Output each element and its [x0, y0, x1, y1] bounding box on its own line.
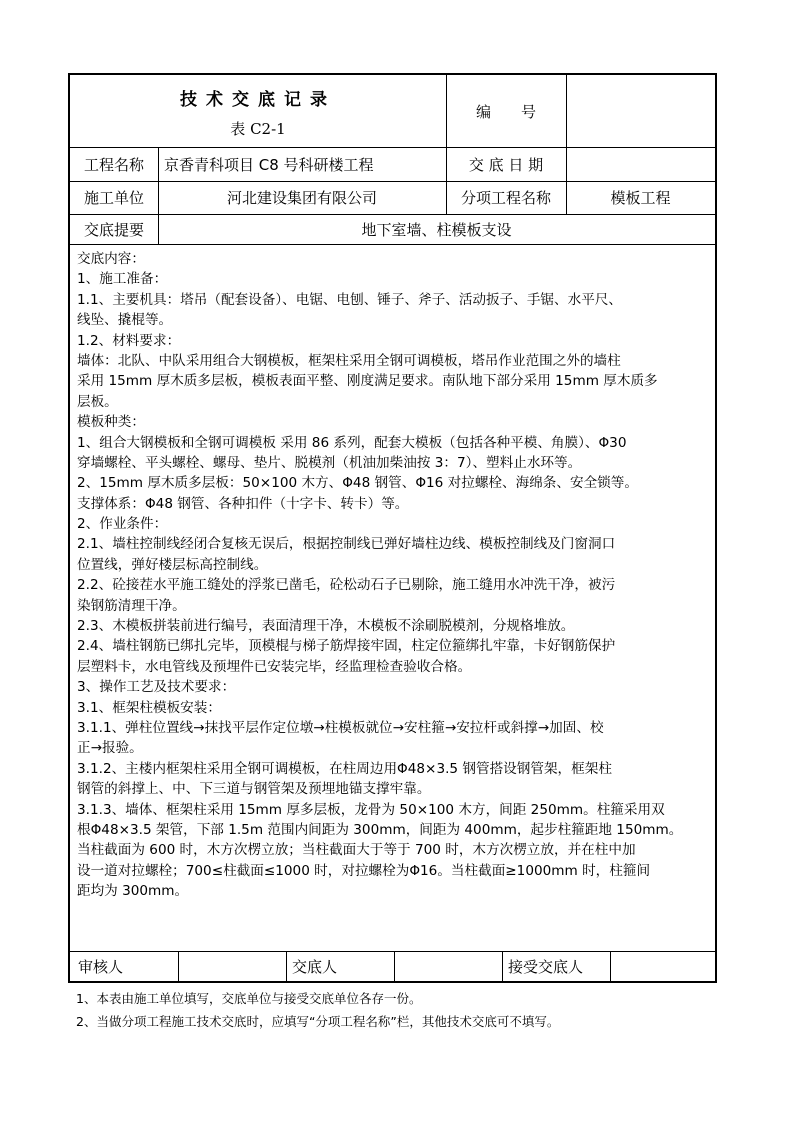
- form-title: 技术交底记录: [180, 90, 336, 110]
- reviewer-label: 审核人: [78, 957, 124, 976]
- content-line: 2.1、墙柱控制线经闭合复核无误后，根据控制线已弹好墙柱边线、模板控制线及门窗洞口: [77, 536, 616, 553]
- content-line: 墙体：北队、中队采用组合大钢模板，框架柱采用全钢可调模板，塔吊作业范围之外的墙柱: [77, 352, 621, 369]
- content-line: 采用 15mm 厚木质多层板，模板表面平整、刚度满足要求。南队地下部分采用 15mm 厚木质多: [77, 373, 658, 390]
- presenter-value[interactable]: [394, 951, 502, 981]
- content-line: 支撑体系：Φ48 钢管、各种扣件（十字卡、转卡）等。: [77, 495, 409, 512]
- content-line: 1.2、材料要求：: [77, 332, 181, 349]
- content-line: 2、作业条件：: [77, 516, 168, 533]
- content-line: 模板种类：: [77, 414, 145, 431]
- content-line: 当柱截面为 600 时，木方次楞立放；当柱截面大于等于 700 时，木方次楞立放，并在柱中加: [77, 842, 636, 859]
- content-line: 染钢筋清理干净。: [77, 597, 186, 614]
- content-line: 根Φ48×3.5 架管，下部 1.5m 范围内间距为 300mm，间距为 400mm，起步柱箍距地 150mm。: [77, 821, 683, 838]
- summary-label: 交底提要: [83, 220, 144, 239]
- content-line: 层板。: [77, 393, 118, 410]
- content-line: 设一道对拉螺栓；700≤柱截面≤1000 时，对拉螺栓为Φ16。当柱截面≥1000mm 时，柱箍间: [77, 862, 651, 879]
- content-line: 3.1.3、墙体、框架柱采用 15mm 厚多层板，龙骨为 50×100 木方，间距 250mm。柱箍采用双: [77, 801, 665, 818]
- content-line: 穿墙螺栓、平头螺栓、螺母、垫片、脱模剂（机油加柴油按 3：7）、塑料止水环等。: [77, 454, 582, 471]
- date-label: 交 底 日 期: [468, 155, 544, 174]
- content-line: 正→报验。: [77, 740, 143, 757]
- receiver-label: 接受交底人: [508, 957, 584, 976]
- date-value[interactable]: [566, 147, 715, 181]
- content-line: 3.1、框架柱模板安装：: [77, 699, 221, 716]
- sub-project-value[interactable]: 模板工程: [610, 189, 671, 207]
- content-line: 1、组合大钢模板和全钢可调模板 采用 86 系列，配套大模板（包括各种平模、角膜）、Φ30: [77, 434, 627, 451]
- content-line: 距均为 300mm。: [77, 883, 189, 900]
- receiver-value[interactable]: [610, 951, 715, 981]
- row-divider: [70, 244, 715, 245]
- content-line: 2.3、木模板拼装前进行编号，表面清理干净，木模板不涂刷脱模剂，分规格堆放。: [77, 618, 575, 635]
- content-line: 1.1、主要机具：塔吊（配套设备）、电锯、电刨、锤子、斧子、活动扳子、手锯、水平尺、: [77, 291, 622, 308]
- disclosure-content: [77, 249, 713, 902]
- note-line: 1、本表由施工单位填写，交底单位与接受交底单位各存一份。: [76, 991, 422, 1006]
- content-line: 位置线，弹好楼层标高控制线。: [77, 556, 268, 573]
- content-line: 交底内容：: [77, 251, 145, 267]
- project-name-value[interactable]: 京香青科项目 C8 号科研楼工程: [164, 155, 374, 174]
- content-line: 1、施工准备：: [77, 271, 168, 288]
- summary-value[interactable]: 地下室墙、柱模板支设: [361, 220, 512, 239]
- project-name-label: 工程名称: [83, 155, 144, 174]
- sub-project-label: 分项工程名称: [460, 189, 551, 207]
- content-line: 2.4、墙柱钢筋已绑扎完毕，顶模棍与梯子筋焊接牢固，柱定位箍绑扎牢靠，卡好钢筋保护: [77, 638, 616, 655]
- unit-label: 施工单位: [83, 189, 144, 207]
- content-line: 2、15mm 厚木质多层板：50×100 木方、Φ48 钢管、Φ16 对拉螺栓、海绵条、安全锁等。: [77, 475, 638, 492]
- note-line: 2、当做分项工程施工技术交底时，应填写“分项工程名称”栏，其他技术交底可不填写。: [76, 1014, 560, 1029]
- form-notes: [76, 987, 559, 1033]
- presenter-label: 交底人: [292, 957, 338, 976]
- reviewer-value[interactable]: [178, 951, 286, 981]
- content-line: 3.1.1、弹柱位置线→抹找平层作定位墩→柱模板就位→安柱箍→安拉杆或斜撑→加固、校: [77, 719, 604, 736]
- content-line: 2.2、砼接茬水平施工缝处的浮浆已凿毛，砼松动石子已剔除，施工缝用水冲洗干净，被污: [77, 577, 616, 594]
- form-number: 表 C2-1: [230, 120, 286, 138]
- content-line: 线坠、撬棍等。: [77, 312, 173, 329]
- number-value[interactable]: [566, 75, 715, 147]
- content-line: 钢管的斜撑上、中、下三道与钢管架及预埋地锚支撑牢靠。: [77, 781, 431, 798]
- content-line: 3、操作工艺及技术要求：: [77, 679, 236, 696]
- disclosure-form-table: [68, 73, 717, 983]
- number-label: 编 号: [475, 102, 536, 121]
- content-line: 3.1.2、主楼内框架柱采用全钢可调模板，在柱周边用Φ48×3.5 钢管搭设钢管架，框架柱: [77, 760, 612, 777]
- unit-value[interactable]: 河北建设集团有限公司: [226, 189, 377, 207]
- content-line: 层塑料卡，水电管线及预埋件已安装完毕，经监理检查验收合格。: [77, 658, 472, 675]
